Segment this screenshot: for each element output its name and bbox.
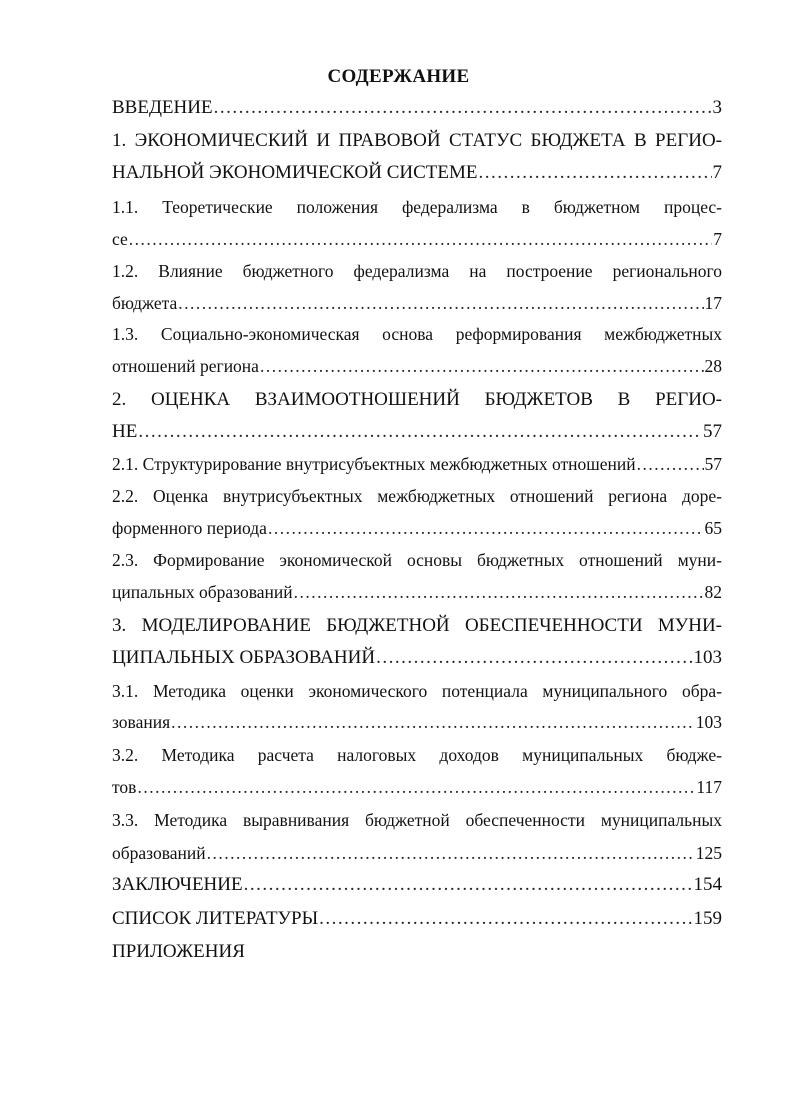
toc-entry-3-3 (112, 842, 722, 864)
toc-page-number: 103 (695, 712, 722, 732)
toc-entry-2-3-line-1: 2.3. Формирование экономической основы бюджетных отношений муни- (112, 550, 722, 570)
toc-entry-label: ЗАКЛЮЧЕНИЕ (112, 874, 243, 895)
toc-entry-chapter-1-line-1: 1. ЭКОНОМИЧЕСКИЙ И ПРАВОВОЙ СТАТУС БЮДЖЕТА В РЕГИО- (112, 130, 722, 151)
dot-leader (478, 162, 711, 184)
toc-entry-2-2 (112, 517, 722, 539)
toc-page-number: 3 (712, 97, 722, 118)
toc-page-number: 103 (693, 647, 722, 668)
toc-entry-label: бюджета (112, 293, 178, 313)
toc-entry-label: СПИСОК ЛИТЕРАТУРЫ (112, 908, 319, 929)
toc-entry-3-2 (112, 776, 722, 798)
toc-entry-3-1 (112, 711, 722, 733)
toc-entry-label: форменного периода (112, 518, 267, 538)
dot-leader (214, 97, 712, 119)
toc-entry-label: НЕ (112, 421, 138, 442)
toc-entry-1-2-line-1: 1.2. Влияние бюджетного федерализма на построение регионального (112, 261, 722, 281)
toc-entry-conclusion (112, 874, 722, 896)
toc-page-number: 125 (695, 843, 722, 863)
toc-entry-label: ЦИПАЛЬНЫХ ОБРАЗОВАНИЙ (112, 647, 376, 668)
dot-leader (294, 581, 704, 603)
toc-entry-label: се (112, 229, 128, 249)
dot-leader (637, 453, 704, 475)
toc-entry-introduction (112, 97, 722, 119)
dot-leader (244, 874, 693, 896)
toc-entry-label: 2.1. Структурирование внутрисубъектных межбюджетных отношений (112, 454, 636, 474)
toc-entry-label: ПРИЛОЖЕНИЯ (112, 941, 245, 962)
toc-entry-chapter-3 (112, 647, 722, 669)
toc-page-number: 65 (704, 518, 722, 538)
toc-page-number: 82 (704, 582, 722, 602)
toc-entry-appendices (112, 941, 722, 963)
dot-leader (178, 292, 703, 314)
dot-leader (137, 776, 695, 798)
dot-leader (171, 711, 695, 733)
toc-entry-3-1-line-1: 3.1. Методика оценки экономического потенциала муниципального обра- (112, 681, 722, 701)
page-title: СОДЕРЖАНИЕ (327, 66, 470, 87)
toc-entry-label: образований (112, 843, 206, 863)
toc-entry-3-2-line-1: 3.2. Методика расчета налоговых доходов муниципальных бюдже- (112, 745, 722, 765)
toc-entry-1-1-line-1: 1.1. Теоретические положения федерализма в бюджетном процес- (112, 197, 722, 217)
toc-entry-chapter-2 (112, 421, 722, 443)
toc-page-number: 7 (713, 229, 722, 249)
toc-entry-chapter-3-line-1: 3. МОДЕЛИРОВАНИЕ БЮДЖЕТНОЙ ОБЕСПЕЧЕННОСТИ МУНИ- (112, 615, 722, 636)
dot-leader (207, 842, 695, 864)
toc-entry-1-3-line-1: 1.3. Социально-экономическая основа реформирования межбюджетных (112, 324, 722, 344)
toc-entry-3-3-line-1: 3.3. Методика выравнивания бюджетной обеспеченности муниципальных (112, 810, 722, 830)
toc-entry-2-1 (112, 453, 722, 475)
toc-entry-label: ВВЕДЕНИЕ (112, 97, 213, 118)
toc-entry-1-2 (112, 292, 722, 314)
toc-page-number: 17 (704, 293, 722, 313)
toc-entry-label: НАЛЬНОЙ ЭКОНОМИЧЕСКОЙ СИСТЕМЕ (112, 162, 478, 183)
toc-entry-label: тов (112, 777, 137, 797)
toc-entry-1-1 (112, 228, 722, 250)
toc-entry-chapter-2-line-1: 2. ОЦЕНКА ВЗАИМООТНОШЕНИЙ БЮДЖЕТОВ В РЕГИО- (112, 389, 722, 410)
toc-entry-2-3 (112, 581, 722, 603)
toc-entry-2-2-line-1: 2.2. Оценка внутрисубъектных межбюджетных отношений региона доре- (112, 486, 722, 506)
toc-entry-label: отношений региона (112, 356, 259, 376)
toc-entry-references (112, 908, 722, 930)
toc-page-number: 7 (712, 162, 722, 183)
dot-leader (260, 355, 704, 377)
toc-page-number: 159 (693, 908, 722, 929)
dot-leader (138, 421, 702, 443)
toc-entry-label: ципальных образований (112, 582, 293, 602)
toc-page-number: 57 (703, 421, 722, 442)
toc-entry-1-3 (112, 355, 722, 377)
dot-leader (319, 908, 692, 930)
toc-page-number: 28 (704, 356, 722, 376)
toc-page-number: 57 (704, 454, 722, 474)
toc-entry-label: зования (112, 712, 171, 732)
dot-leader (376, 647, 692, 669)
toc-page-number: 117 (696, 777, 722, 797)
toc-entry-chapter-1 (112, 162, 722, 184)
dot-leader (129, 228, 713, 250)
dot-leader (268, 517, 704, 539)
toc-page-number: 154 (693, 874, 722, 895)
